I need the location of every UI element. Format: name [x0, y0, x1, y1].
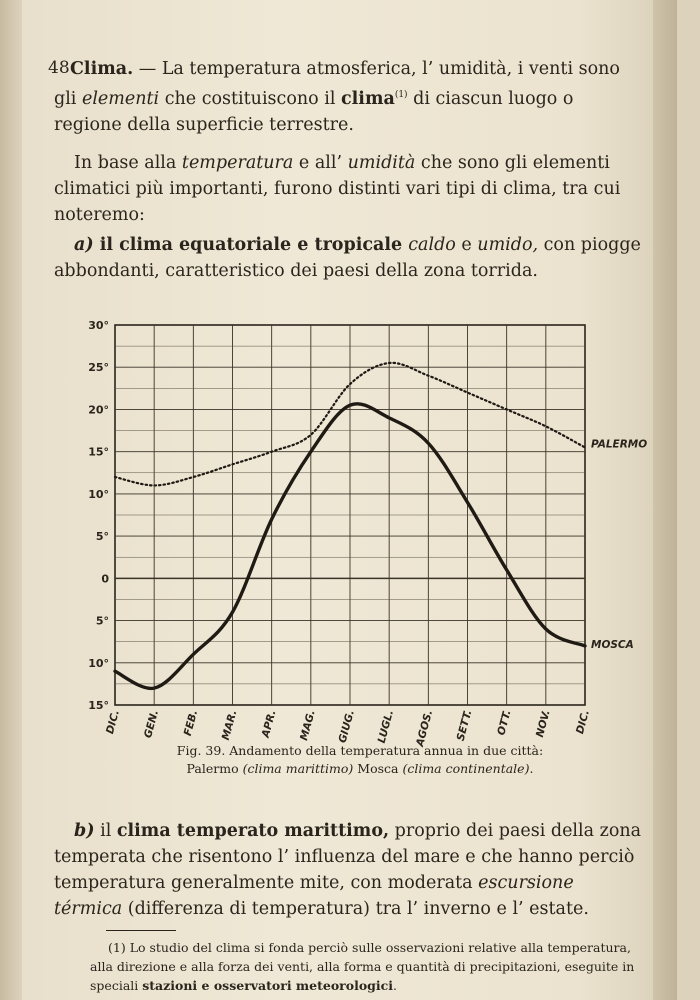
caption-palermo: Palermo: [186, 761, 243, 776]
paragraph-clima-equatoriale: [54, 232, 644, 284]
item-letter-a: a): [74, 235, 94, 255]
text: — La temperatura atmosferica, l’ umidità, i venti sono gli: [54, 59, 620, 109]
x-tick-label: MAG.: [298, 708, 318, 742]
x-tick-label: APR.: [259, 708, 279, 739]
x-tick-label: DIC.: [104, 708, 122, 736]
y-tick-label: 30°: [88, 319, 109, 332]
emphasis-umido: umido,: [477, 235, 539, 255]
footnote-ref: (1): [394, 90, 408, 100]
text: Lo studio del clima si fonda perciò sulle osservazioni relative alla temperatura, alla direzione e alla forza dei venti, alla forma e quantità di precipitazioni, eseguite in speciali: [90, 940, 635, 993]
y-tick-label: 10°: [88, 656, 109, 670]
text: il: [94, 821, 117, 841]
text: che costituiscono il: [159, 88, 341, 109]
x-tick-label: GEN.: [142, 708, 162, 740]
y-tick-label: 20°: [88, 403, 109, 417]
item-letter-b: b): [74, 821, 95, 841]
legend-palermo: PALERMO: [591, 438, 648, 451]
y-tick-label: 5°: [95, 530, 109, 544]
caption-line-2: [150, 760, 570, 778]
text: proprio dei paesi della zona temperata che risentono l’ influenza del mare e che hanno perciò temperatura generalmente mite, con moderata: [54, 821, 642, 893]
y-tick-label: 5°: [95, 614, 109, 628]
x-tick-label: MAR.: [219, 708, 240, 742]
x-tick-label: SETT.: [454, 708, 475, 743]
section-term: Clima.: [70, 59, 134, 79]
page-edge-left: [0, 0, 22, 1000]
text: e all’: [293, 153, 348, 173]
x-tick-label: NOV.: [533, 708, 553, 739]
paragraph-tipi-clima: [54, 150, 644, 228]
emphasis-umidita: umidità: [347, 153, 416, 173]
text: di ciascun luogo o regione della superficie terrestre.: [54, 88, 574, 135]
chart-y-ticks: [88, 319, 109, 712]
temperature-chart: [88, 300, 648, 748]
footnote-mark: (1): [108, 940, 126, 955]
bold-clima-temperato: clima temperato marittimo,: [116, 821, 390, 841]
y-tick-label: 15°: [88, 445, 109, 459]
footnote-rule: [106, 930, 176, 931]
emphasis-escursione-termica: escursione térmica: [54, 873, 574, 919]
text: che sono gli elementi climatici più importanti, furono distinti vari tipi di clima, tra cui noteremo:: [54, 153, 621, 225]
page-number: 48: [48, 58, 70, 78]
bold-clima: clima: [341, 88, 395, 109]
x-tick-label: LUGL.: [375, 708, 397, 745]
footnote: [90, 938, 650, 995]
x-tick-label: AGOS.: [414, 708, 436, 748]
x-tick-label: FEB.: [181, 708, 201, 738]
book-spine: [653, 0, 677, 1000]
x-tick-label: OTT.: [495, 708, 514, 737]
bold-clima-equatoriale: il clima equatoriale e tropicale: [93, 235, 409, 255]
text: .: [393, 978, 398, 993]
text: In base alla: [74, 153, 182, 173]
paragraph-clima: [54, 56, 644, 138]
figure-caption: [150, 742, 570, 778]
text: (differenza di temperatura) tra l’ inverno e l’ estate.: [122, 899, 589, 919]
caption-end: .: [529, 761, 534, 776]
y-tick-label: 10°: [88, 487, 109, 501]
y-tick-label: 15°: [88, 699, 109, 712]
chart-grid: [115, 325, 585, 705]
text: con piogge abbondanti, caratteristico dei paesi della zona torrida.: [54, 235, 641, 281]
caption-mosca: Mosca: [353, 761, 403, 776]
x-tick-label: GIUG.: [336, 708, 357, 745]
caption-clima-marittimo: (clima marittimo): [242, 761, 354, 776]
bold-stazioni: stazioni e osservatori meteorologici: [142, 978, 394, 993]
emphasis-elementi: elementi: [81, 88, 160, 109]
y-tick-label: 0: [101, 572, 109, 586]
y-tick-label: 25°: [88, 361, 109, 375]
legend-mosca: MOSCA: [591, 638, 634, 651]
caption-clima-continentale: (clima continentale): [402, 761, 530, 776]
x-tick-label: DIC.: [574, 708, 592, 736]
emphasis-caldo: caldo: [408, 235, 456, 255]
text: e: [455, 235, 478, 255]
paragraph-clima-temperato: [54, 818, 644, 922]
caption-line-1: Fig. 39. Andamento della temperatura annua in due città:: [176, 743, 544, 758]
emphasis-temperatura: temperatura: [181, 153, 294, 173]
